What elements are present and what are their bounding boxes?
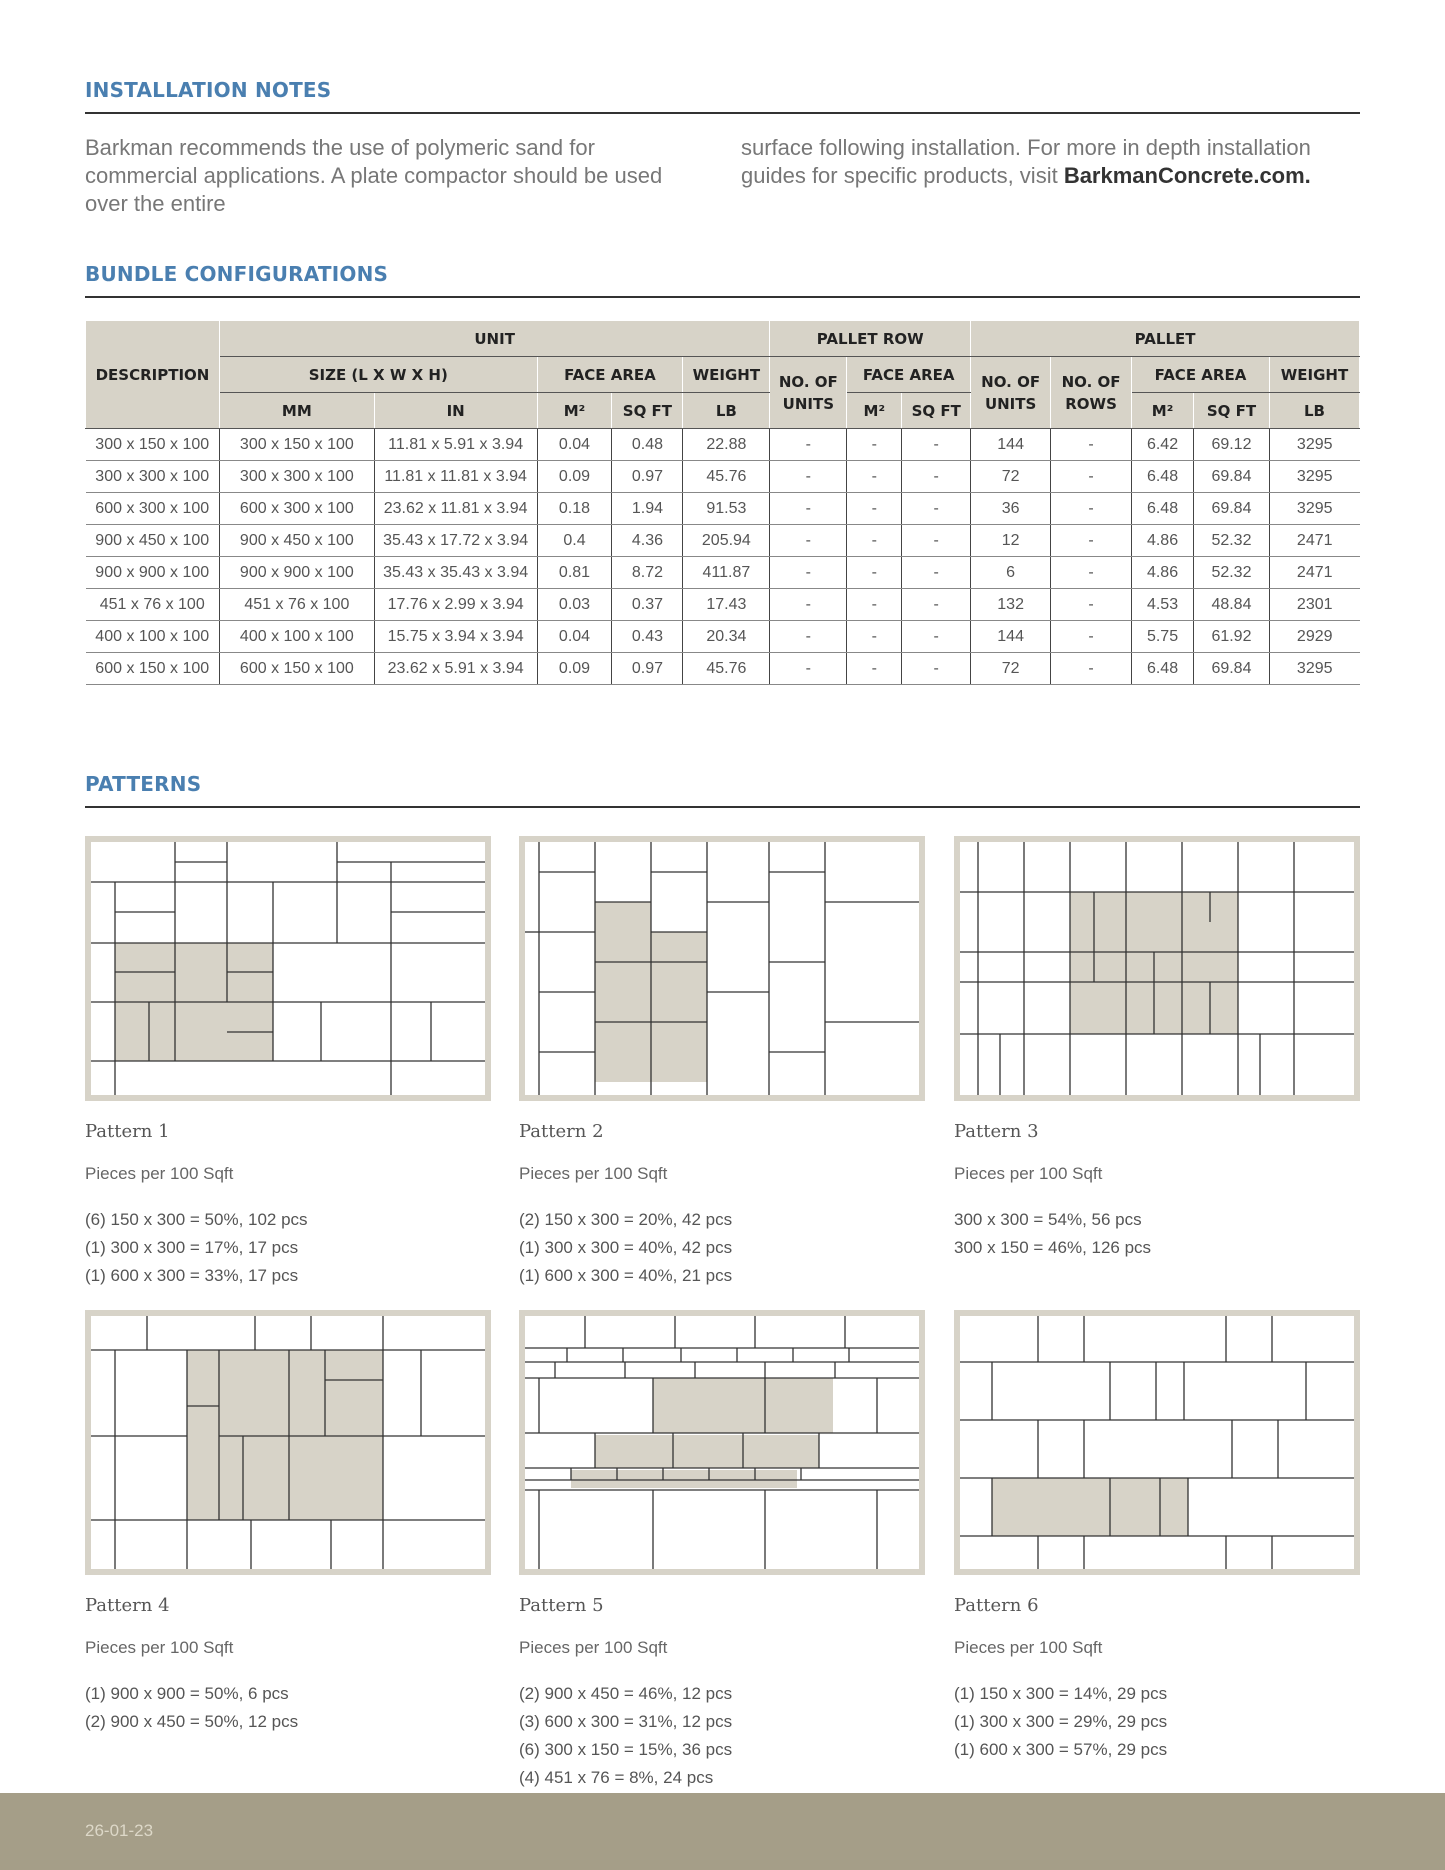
- table-cell: 6: [971, 557, 1051, 589]
- table-cell: 300 x 300 x 100: [86, 461, 220, 493]
- pattern-4-line: (1) 900 x 900 = 50%, 6 pcs: [85, 1684, 289, 1703]
- table-cell: 300 x 150 x 100: [86, 429, 220, 461]
- table-cell: -: [847, 621, 902, 653]
- pattern-1-line: (6) 150 x 300 = 50%, 102 pcs: [85, 1210, 308, 1229]
- footer-code: 26-01-23: [85, 1821, 154, 1840]
- table-cell: -: [902, 461, 971, 493]
- table-cell: 0.09: [537, 653, 612, 685]
- table-cell: 3295: [1269, 653, 1359, 685]
- table-cell: -: [1051, 525, 1132, 557]
- table-cell: 61.92: [1194, 621, 1270, 653]
- table-cell: -: [902, 589, 971, 621]
- pattern-6-title: Pattern 6: [954, 1595, 1039, 1616]
- table-cell: -: [1051, 557, 1132, 589]
- col-unit-m2: M²: [537, 393, 612, 429]
- table-cell: 45.76: [683, 461, 770, 493]
- table-row: [86, 621, 1360, 653]
- table-cell: 23.62 x 11.81 x 3.94: [374, 493, 537, 525]
- table-cell: 0.18: [537, 493, 612, 525]
- table-cell: 2471: [1269, 525, 1359, 557]
- pattern-6-subtitle: Pieces per 100 Sqft: [954, 1638, 1103, 1657]
- table-cell: 20.34: [683, 621, 770, 653]
- col-unit-lb: LB: [683, 393, 770, 429]
- pattern-3-title: Pattern 3: [954, 1121, 1039, 1142]
- table-cell: 3295: [1269, 429, 1359, 461]
- table-cell: 2301: [1269, 589, 1359, 621]
- col-pallet-row: PALLET ROW: [770, 321, 971, 357]
- pattern-1-diagram: [85, 836, 491, 1101]
- table-cell: 69.84: [1194, 461, 1270, 493]
- table-cell: 0.09: [537, 461, 612, 493]
- table-cell: -: [770, 589, 847, 621]
- pattern-6-pieces: [954, 1680, 1360, 1764]
- table-cell: -: [1051, 461, 1132, 493]
- table-cell: -: [902, 525, 971, 557]
- pattern-1-pieces: [85, 1206, 491, 1290]
- table-cell: 11.81 x 11.81 x 3.94: [374, 461, 537, 493]
- table-cell: -: [770, 461, 847, 493]
- table-cell: -: [902, 557, 971, 589]
- pattern-2-line: (2) 150 x 300 = 20%, 42 pcs: [519, 1210, 733, 1229]
- table-cell: -: [847, 653, 902, 685]
- pattern-2-pieces: [519, 1206, 925, 1290]
- table-cell: 144: [971, 429, 1051, 461]
- pattern-4-title: Pattern 4: [85, 1595, 170, 1616]
- col-pallet-lb: LB: [1269, 393, 1359, 429]
- table-cell: 411.87: [683, 557, 770, 589]
- pattern-5-pieces: [519, 1680, 925, 1792]
- pattern-1-line: (1) 600 x 300 = 33%, 17 pcs: [85, 1266, 299, 1285]
- table-cell: -: [770, 557, 847, 589]
- table-cell: -: [1051, 653, 1132, 685]
- table-cell: -: [1051, 589, 1132, 621]
- table-cell: 0.97: [612, 653, 683, 685]
- table-cell: 400 x 100 x 100: [86, 621, 220, 653]
- table-cell: 72: [971, 461, 1051, 493]
- table-cell: 4.53: [1132, 589, 1194, 621]
- table-cell: 900 x 450 x 100: [86, 525, 220, 557]
- table-cell: 52.32: [1194, 557, 1270, 589]
- pattern-5-line: (4) 451 x 76 = 8%, 24 pcs: [519, 1768, 714, 1787]
- table-cell: 22.88: [683, 429, 770, 461]
- pattern-5-line: (2) 900 x 450 = 46%, 12 pcs: [519, 1684, 733, 1703]
- footer-bar: [0, 1793, 1445, 1870]
- pattern-2-subtitle: Pieces per 100 Sqft: [519, 1164, 668, 1183]
- table-cell: -: [847, 461, 902, 493]
- table-cell: -: [770, 653, 847, 685]
- website-link[interactable]: BarkmanConcrete.com.: [1063, 163, 1311, 188]
- pattern-5-line: (3) 600 x 300 = 31%, 12 pcs: [519, 1712, 733, 1731]
- notes-column-1: Barkman recommends the use of polymeric sand for commercial applications. A plate compactor should be used over the entire: [85, 135, 663, 216]
- bundle-table-body: [86, 429, 1360, 685]
- table-cell: 69.84: [1194, 653, 1270, 685]
- pattern-card-2: [519, 836, 925, 1290]
- table-cell: 0.04: [537, 429, 612, 461]
- col-pallet-sqft: SQ FT: [1194, 393, 1270, 429]
- col-row-no-units: NO. OF UNITS: [770, 357, 847, 429]
- table-cell: 4.86: [1132, 557, 1194, 589]
- pattern-6-line: (1) 300 x 300 = 29%, 29 pcs: [954, 1712, 1168, 1731]
- table-cell: 2471: [1269, 557, 1359, 589]
- table-cell: 6.42: [1132, 429, 1194, 461]
- table-cell: 52.32: [1194, 525, 1270, 557]
- table-cell: 600 x 150 x 100: [86, 653, 220, 685]
- col-pallet-no-units: NO. OF UNITS: [971, 357, 1051, 429]
- col-in: IN: [374, 393, 537, 429]
- table-cell: 900 x 450 x 100: [219, 525, 374, 557]
- table-cell: 300 x 300 x 100: [219, 461, 374, 493]
- table-row: [86, 525, 1360, 557]
- table-cell: -: [847, 589, 902, 621]
- col-row-face-area: FACE AREA: [847, 357, 971, 393]
- table-cell: 600 x 300 x 100: [86, 493, 220, 525]
- notes-column-2: [741, 134, 1360, 218]
- col-pallet-weight: WEIGHT: [1269, 357, 1359, 393]
- pattern-4-diagram: [85, 1310, 491, 1575]
- table-cell: 35.43 x 17.72 x 3.94: [374, 525, 537, 557]
- table-cell: 45.76: [683, 653, 770, 685]
- table-cell: 3295: [1269, 461, 1359, 493]
- col-unit-weight: WEIGHT: [683, 357, 770, 393]
- table-cell: 48.84: [1194, 589, 1270, 621]
- table-cell: -: [1051, 621, 1132, 653]
- table-cell: 0.48: [612, 429, 683, 461]
- table-cell: 0.97: [612, 461, 683, 493]
- table-cell: 4.36: [612, 525, 683, 557]
- table-cell: 69.84: [1194, 493, 1270, 525]
- table-row: [86, 653, 1360, 685]
- table-cell: -: [770, 621, 847, 653]
- col-unit-sqft: SQ FT: [612, 393, 683, 429]
- table-cell: -: [847, 557, 902, 589]
- table-cell: 451 x 76 x 100: [86, 589, 220, 621]
- table-cell: 300 x 150 x 100: [219, 429, 374, 461]
- table-cell: 0.04: [537, 621, 612, 653]
- table-cell: -: [902, 493, 971, 525]
- table-cell: 5.75: [1132, 621, 1194, 653]
- col-row-m2: M²: [847, 393, 902, 429]
- table-cell: 600 x 300 x 100: [219, 493, 374, 525]
- table-cell: 12: [971, 525, 1051, 557]
- pattern-card-5: [519, 1310, 925, 1792]
- col-mm: MM: [219, 393, 374, 429]
- table-cell: 17.76 x 2.99 x 3.94: [374, 589, 537, 621]
- installation-notes-heading: INSTALLATION NOTES: [85, 78, 1360, 114]
- col-description: DESCRIPTION: [86, 321, 220, 429]
- pattern-1-subtitle: Pieces per 100 Sqft: [85, 1164, 234, 1183]
- table-cell: 0.37: [612, 589, 683, 621]
- pattern-5-line: (6) 300 x 150 = 15%, 36 pcs: [519, 1740, 733, 1759]
- table-cell: 0.03: [537, 589, 612, 621]
- bundle-table: [85, 321, 1360, 685]
- table-cell: 4.86: [1132, 525, 1194, 557]
- table-cell: 451 x 76 x 100: [219, 589, 374, 621]
- table-cell: -: [847, 429, 902, 461]
- pattern-2-diagram: [519, 836, 925, 1101]
- col-row-sqft: SQ FT: [902, 393, 971, 429]
- table-cell: -: [847, 525, 902, 557]
- table-cell: 72: [971, 653, 1051, 685]
- pattern-3-line: 300 x 150 = 46%, 126 pcs: [954, 1238, 1152, 1257]
- pattern-3-subtitle: Pieces per 100 Sqft: [954, 1164, 1103, 1183]
- table-cell: 23.62 x 5.91 x 3.94: [374, 653, 537, 685]
- pattern-2-title: Pattern 2: [519, 1121, 604, 1142]
- pattern-card-6: [954, 1310, 1360, 1764]
- table-cell: -: [902, 621, 971, 653]
- table-cell: 36: [971, 493, 1051, 525]
- table-row: [86, 429, 1360, 461]
- table-cell: -: [1051, 493, 1132, 525]
- notes-column-2-text: surface following installation. For more in depth installation guides for specific products, visit: [741, 135, 1311, 188]
- pattern-3-diagram: [954, 836, 1360, 1101]
- table-cell: 6.48: [1132, 493, 1194, 525]
- pattern-card-3: [954, 836, 1360, 1262]
- table-row: [86, 493, 1360, 525]
- pattern-card-4: [85, 1310, 491, 1736]
- table-cell: -: [770, 525, 847, 557]
- table-cell: 0.43: [612, 621, 683, 653]
- pattern-6-diagram: [954, 1310, 1360, 1575]
- pattern-3-line: 300 x 300 = 54%, 56 pcs: [954, 1210, 1142, 1229]
- table-cell: 205.94: [683, 525, 770, 557]
- pattern-2-line: (1) 300 x 300 = 40%, 42 pcs: [519, 1238, 733, 1257]
- table-cell: 17.43: [683, 589, 770, 621]
- pattern-6-line: (1) 150 x 300 = 14%, 29 pcs: [954, 1684, 1168, 1703]
- table-cell: 35.43 x 35.43 x 3.94: [374, 557, 537, 589]
- table-cell: 6.48: [1132, 461, 1194, 493]
- col-pallet: PALLET: [971, 321, 1360, 357]
- patterns-heading: PATTERNS: [85, 772, 1360, 808]
- col-size: SIZE (L X W X H): [219, 357, 537, 393]
- table-cell: -: [902, 429, 971, 461]
- table-row: [86, 557, 1360, 589]
- table-cell: 11.81 x 5.91 x 3.94: [374, 429, 537, 461]
- table-cell: 0.81: [537, 557, 612, 589]
- bundle-configurations-heading: BUNDLE CONFIGURATIONS: [85, 262, 1360, 298]
- table-cell: 0.4: [537, 525, 612, 557]
- table-cell: 69.12: [1194, 429, 1270, 461]
- table-cell: 900 x 900 x 100: [86, 557, 220, 589]
- pattern-card-1: [85, 836, 491, 1290]
- table-cell: -: [902, 653, 971, 685]
- table-cell: 600 x 150 x 100: [219, 653, 374, 685]
- installation-notes-text: [85, 134, 1360, 218]
- pattern-1-line: (1) 300 x 300 = 17%, 17 pcs: [85, 1238, 299, 1257]
- pattern-4-line: (2) 900 x 450 = 50%, 12 pcs: [85, 1712, 299, 1731]
- table-cell: 132: [971, 589, 1051, 621]
- col-pallet-face-area: FACE AREA: [1132, 357, 1270, 393]
- pattern-6-line: (1) 600 x 300 = 57%, 29 pcs: [954, 1740, 1168, 1759]
- table-cell: -: [847, 493, 902, 525]
- table-row: [86, 461, 1360, 493]
- table-cell: 400 x 100 x 100: [219, 621, 374, 653]
- pattern-1-title: Pattern 1: [85, 1121, 170, 1142]
- table-cell: 2929: [1269, 621, 1359, 653]
- table-cell: 15.75 x 3.94 x 3.94: [374, 621, 537, 653]
- col-pallet-no-rows: NO. OF ROWS: [1051, 357, 1132, 429]
- col-unit-face-area: FACE AREA: [537, 357, 683, 393]
- table-cell: -: [1051, 429, 1132, 461]
- table-cell: 900 x 900 x 100: [219, 557, 374, 589]
- col-pallet-m2: M²: [1132, 393, 1194, 429]
- table-cell: -: [770, 429, 847, 461]
- pattern-4-pieces: [85, 1680, 491, 1736]
- table-cell: 91.53: [683, 493, 770, 525]
- pattern-3-pieces: [954, 1206, 1360, 1262]
- col-unit: UNIT: [219, 321, 769, 357]
- table-cell: 8.72: [612, 557, 683, 589]
- table-cell: 6.48: [1132, 653, 1194, 685]
- pattern-5-subtitle: Pieces per 100 Sqft: [519, 1638, 668, 1657]
- pattern-5-title: Pattern 5: [519, 1595, 604, 1616]
- table-row: [86, 589, 1360, 621]
- table-cell: 1.94: [612, 493, 683, 525]
- pattern-2-line: (1) 600 x 300 = 40%, 21 pcs: [519, 1266, 733, 1285]
- pattern-4-subtitle: Pieces per 100 Sqft: [85, 1638, 234, 1657]
- table-cell: 3295: [1269, 493, 1359, 525]
- table-cell: 144: [971, 621, 1051, 653]
- pattern-5-diagram: [519, 1310, 925, 1575]
- table-cell: -: [770, 493, 847, 525]
